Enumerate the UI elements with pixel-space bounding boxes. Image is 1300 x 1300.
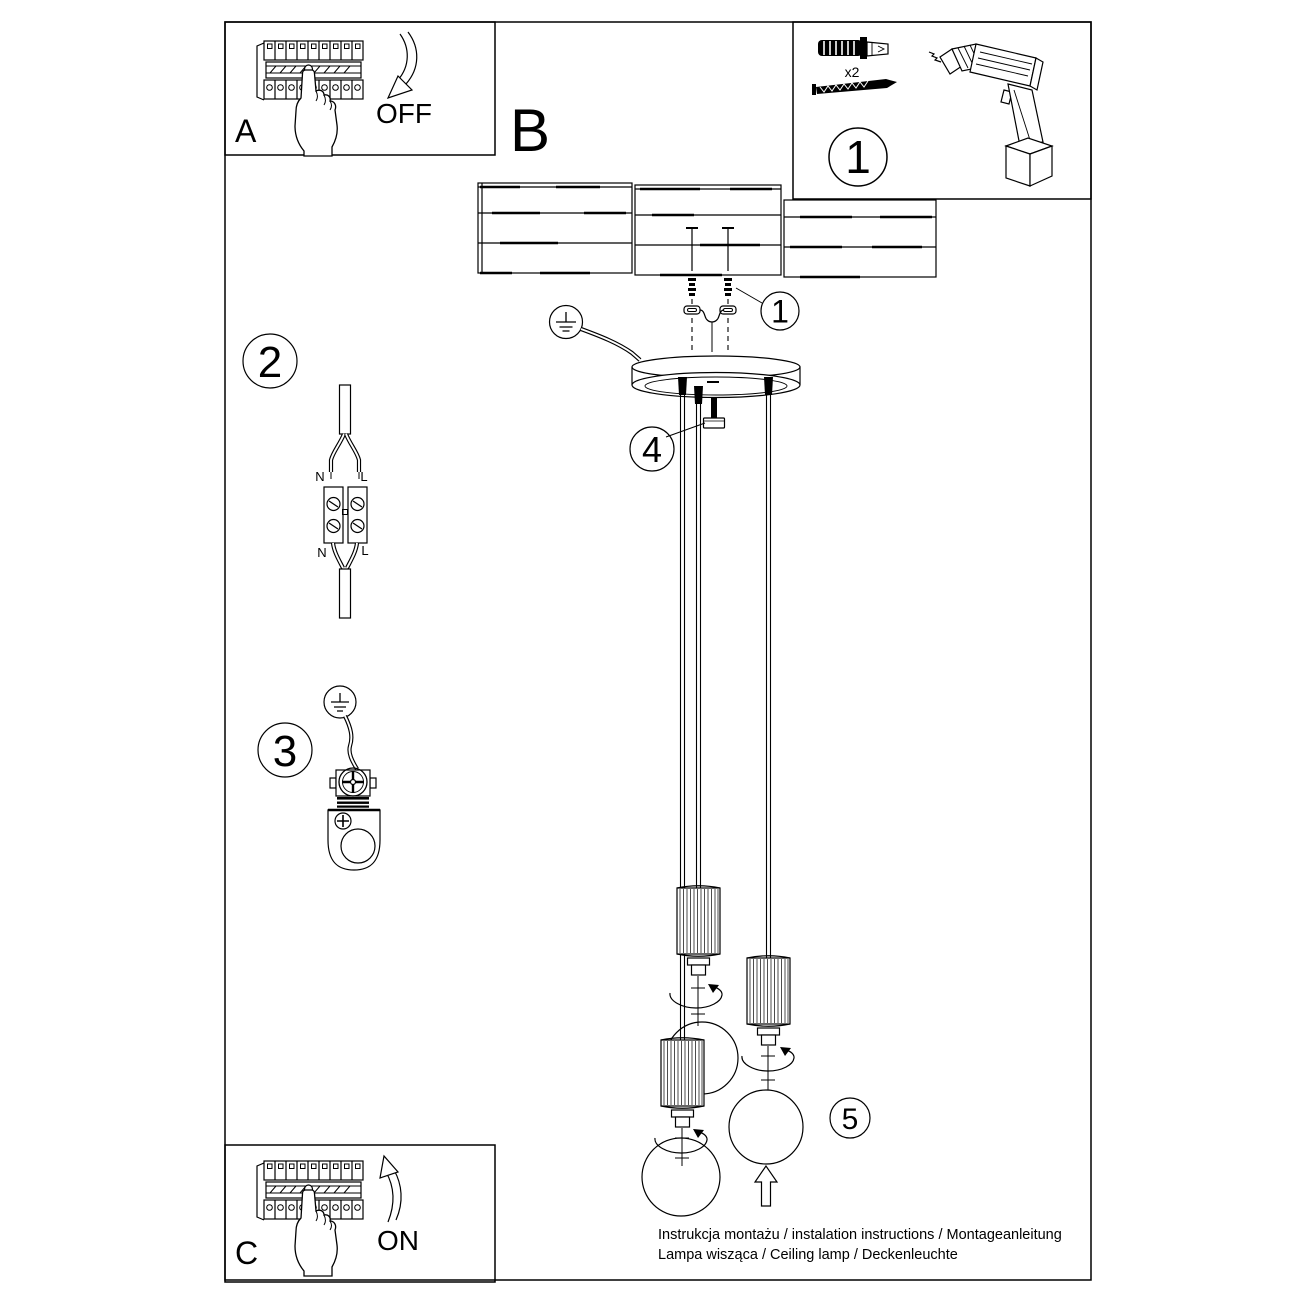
wall-anchor-left (688, 278, 696, 296)
terminal-block (324, 487, 367, 543)
pointing-hand-icon (295, 70, 337, 156)
ground-symbol (550, 306, 583, 339)
step-3-callout (258, 723, 312, 777)
panel-a-action: OFF (376, 98, 432, 129)
step-4-number: 4 (641, 429, 663, 470)
panel-c-label: C (235, 1235, 259, 1271)
step-4-callout (630, 423, 705, 471)
screwing-rotation-arrow (655, 1129, 707, 1153)
off-arrow-icon (388, 32, 417, 98)
wire-live-label: L (361, 543, 369, 558)
footer-line-1: Instrukcja montażu / instalation instructions / Montageanleitung (658, 1227, 1062, 1243)
lamp-holder (747, 956, 790, 1045)
ceiling-section-right (784, 200, 936, 277)
cord-grip (764, 377, 773, 395)
step-3-number: 3 (272, 727, 298, 776)
panel-c (225, 1145, 495, 1282)
wall-anchor-right (724, 278, 732, 296)
set-screw (704, 398, 725, 428)
wire-live-label: L (360, 469, 368, 484)
step-5-callout (830, 1098, 870, 1138)
step-1-number: 1 (845, 131, 871, 183)
panel-a (225, 22, 495, 156)
section-b-label: B (510, 97, 551, 164)
ground-symbol (324, 686, 356, 718)
wire-neutral-label: N (317, 545, 327, 560)
step-2-callout (243, 334, 297, 388)
lamp-holder (661, 1038, 704, 1127)
ceiling-section-left (478, 183, 632, 273)
cord-grip (694, 386, 703, 404)
step-1-number: 1 (771, 293, 789, 330)
footer-line-2: Lampa wisząca / Ceiling lamp / Deckenleuchte (658, 1247, 958, 1263)
wire-neutral-label: N (315, 469, 325, 484)
ground-terminal (328, 768, 380, 870)
lamp-holder (677, 886, 720, 975)
page-border (225, 22, 1091, 1280)
cord-grip (678, 377, 687, 395)
wall-plug-icon (818, 37, 888, 59)
panel-tools (793, 22, 1091, 199)
panel-ground (258, 686, 380, 870)
drill-icon (929, 44, 1052, 186)
ceiling-planks (478, 183, 936, 277)
on-arrow-icon (380, 1156, 401, 1222)
screw-icon (812, 79, 897, 95)
insert-up-arrow-icon (755, 1166, 777, 1206)
bulb-globe (729, 1090, 803, 1164)
footer (658, 1227, 1062, 1263)
ground-wire (581, 329, 640, 360)
ceiling-canopy (632, 356, 800, 428)
ceiling-section-middle (635, 185, 781, 275)
step-5-number: 5 (841, 1103, 859, 1136)
step-2-number: 2 (257, 338, 283, 387)
step-1-tools-callout (829, 128, 887, 186)
panel-c-action: ON (377, 1225, 419, 1256)
step-1-callout (736, 288, 799, 330)
cable-top (340, 385, 351, 434)
pointing-hand-icon (295, 1190, 337, 1276)
panel-wiring (243, 334, 369, 618)
cable-bottom (340, 569, 351, 618)
bulb-globe (642, 1138, 720, 1216)
anchor-quantity: x2 (844, 64, 860, 80)
panel-a-label: A (235, 113, 257, 149)
mounting-screws (686, 228, 734, 352)
